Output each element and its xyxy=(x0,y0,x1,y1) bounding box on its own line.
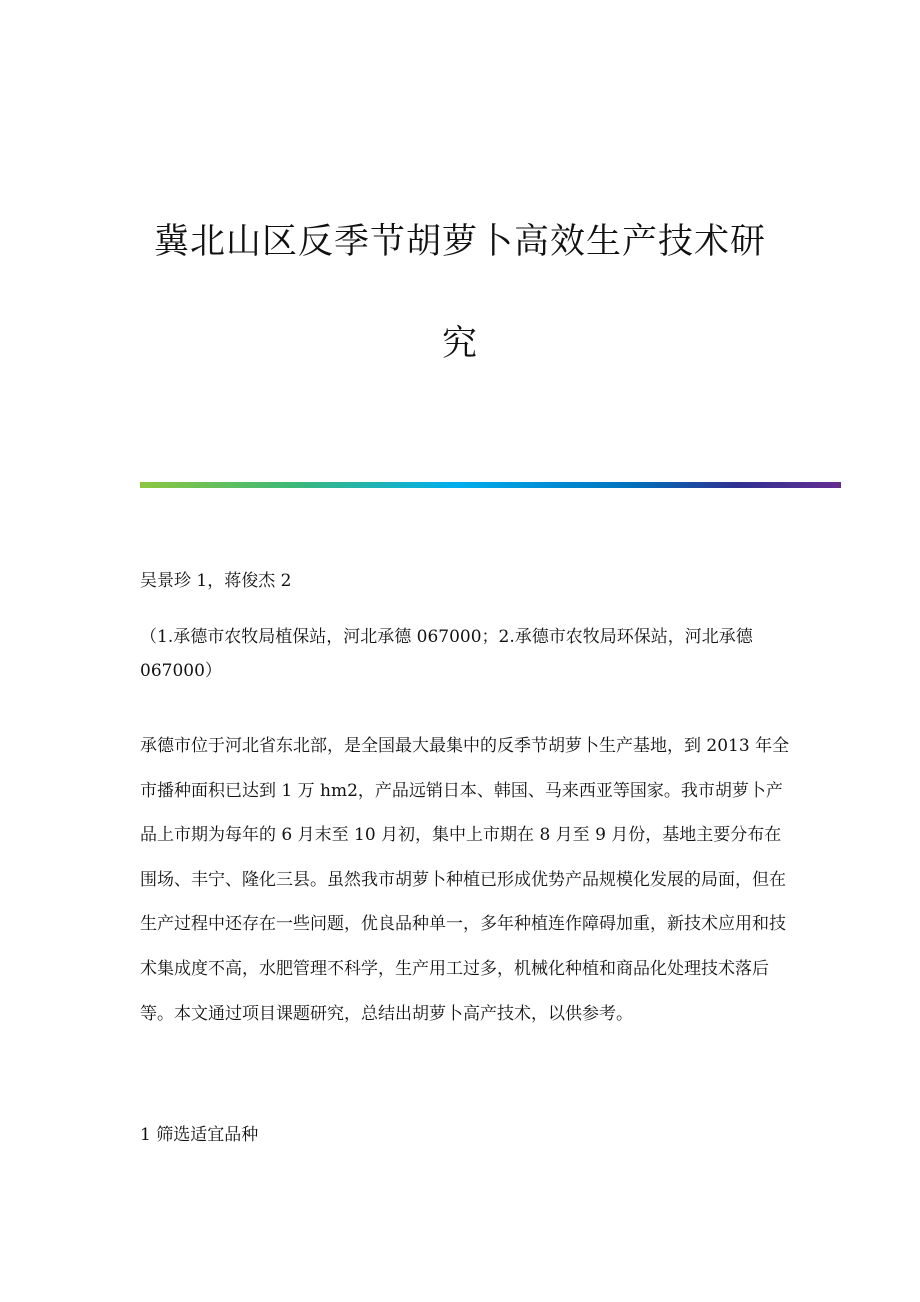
authors: 吴景珍 1，蒋俊杰 2 xyxy=(140,571,292,591)
document-title-line-2: 究 xyxy=(441,324,478,364)
title-divider xyxy=(140,482,841,488)
section-heading: 1 筛选适宜品种 xyxy=(140,1125,259,1145)
body-paragraph: 承德市位于河北省东北部，是全国最大最集中的反季节胡萝卜生产基地，到 2013 年全市播种面积已达到 1 万 hm2，产品远销日本、韩国、马来西亚等国家。我市胡萝卜产品上市期为每年的 6 月末至 10 月初，集中上市期在 8 月至 9 月份，基地主要分布在围场、丰宁、隆化三县。虽然我市胡萝卜种植已形成优势产品规模化发展的局面，但在生产过程中还存在一些问题，优良品种单一，多年种植连作障碍加重，新技术应用和技术集成度不高，水肥管理不科学，生产用工过多，机械化种植和商品化处理技术落后等。本文通过项目课题研究，总结出胡萝卜高产技术，以供参考。 xyxy=(140,736,790,1024)
document-title-line-1: 冀北山区反季节胡萝卜高效生产技术研 xyxy=(153,222,766,262)
affiliation: （1.承德市农牧局植保站，河北承德 067000；2.承德市农牧局环保站，河北承德 067000） xyxy=(140,627,753,681)
